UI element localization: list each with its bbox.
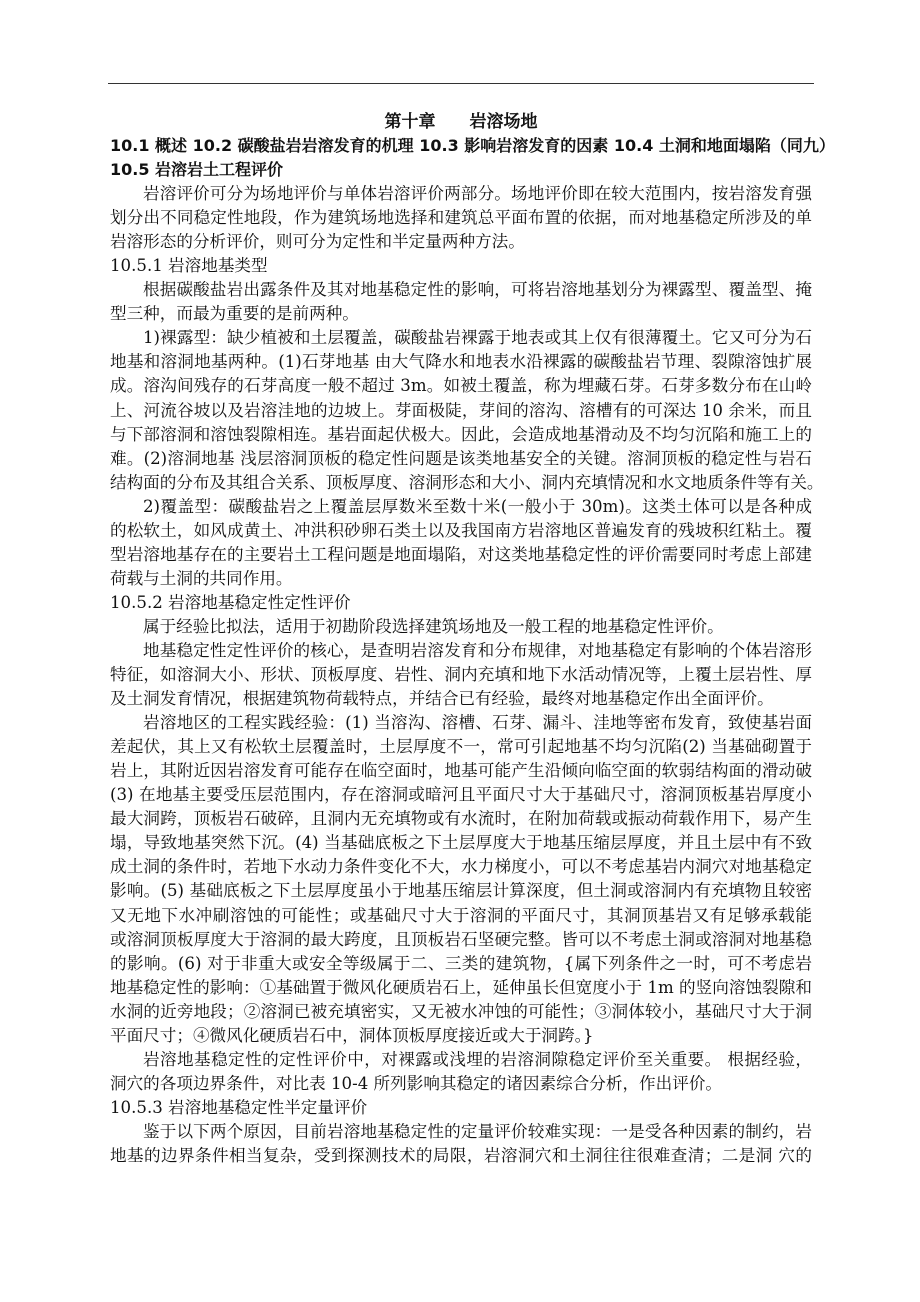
text-line: 差起伏，其上又有松软土层覆盖时，土层厚度不一，常可引起地基不均匀沉陷(2) 当基础砌置于 — [110, 737, 812, 757]
text-line: 属于经验比拟法，适用于初勘阶段选择建筑场地及一般工程的地基稳定性评价。 — [143, 616, 724, 636]
text-line: 影响。(5) 基础底板之下土层厚度虽小于地基压缩层计算深度，但土洞或溶洞内有充填物且较密 — [110, 881, 812, 901]
text-line: 塌，导致地基突然下沉。(4) 当基础底板之下土层厚度大于地基压缩层厚度，并且土层中有不致 — [110, 833, 812, 853]
document-body — [110, 110, 835, 1168]
text-line: 及土洞发育情况，根据建筑物荷载特点，并结合已有经验，最终对地基稳定作出全面评价。 — [110, 689, 774, 709]
section-heading — [110, 158, 812, 182]
text-line: 地基的边界条件相当复杂，受到探测技术的局限，岩溶洞穴和土洞往往很难查清；二是洞 穴的 — [110, 1145, 812, 1165]
text-line: 或溶洞顶板厚度大于溶洞的最大跨度，且顶板岩石坚硬完整。皆可以不考虑土洞或溶洞对地基稳 — [110, 929, 812, 949]
text-line: 型岩溶地基存在的主要岩土工程问题是地面塌陷，对这类地基稳定性的评价需要同时考虑上部建 — [110, 544, 812, 564]
text-line: 型三种，而最为重要的是前两种。 — [110, 304, 359, 324]
chapter-content — [110, 134, 835, 1168]
text-line: 上、河流谷坡以及岩溶洼地的边坡上。芽面极陡，芽间的溶沟、溶槽有的可深达 10 余米，而且 — [110, 400, 812, 420]
text-line: 平面尺寸；④微风化硬质岩石中，洞体顶板厚度接近或大于洞跨。} — [110, 1025, 594, 1045]
text-line: 与下部溶洞和溶蚀裂隙相连。基岩面起伏极大。因此，会造成地基滑动及不均匀沉陷和施工上的 — [110, 424, 812, 444]
chapter-number: 第十章 — [384, 112, 436, 132]
chapter-title — [110, 110, 812, 134]
paragraph — [110, 1048, 812, 1096]
text-line: 岩溶地区的工程实践经验：(1) 当溶沟、溶槽、石芽、漏斗、洼地等密布发育，致使基岩面 — [143, 713, 812, 733]
text-line: 成土洞的条件时，若地下水动力条件变化不大，水力梯度小，可以不考虑基岩内洞穴对地基稳定 — [110, 857, 812, 877]
paragraph — [110, 182, 812, 254]
text-line: 岩上，其附近因岩溶发育可能存在临空面时，地基可能产生沿倾向临空面的软弱结构面的滑动破 — [110, 761, 812, 781]
text-line: 根据碳酸盐岩出露条件及其对地基稳定性的影响，可将岩溶地基划分为裸露型、覆盖型、掩 — [143, 280, 812, 300]
text-line: 岩溶形态的分析评价，则可分为定性和半定量两种方法。 — [110, 232, 525, 252]
text-line: 10.5.2 岩溶地基稳定性定性评价 — [110, 592, 351, 612]
text-line: 鉴于以下两个原因，目前岩溶地基稳定性的定量评价较难实现：一是受各种因素的制约，岩 — [143, 1121, 812, 1141]
text-line: 水洞的近旁地段；②溶洞已被充填密实，又无被水冲蚀的可能性；③洞体较小，基础尺寸大于洞 — [110, 1001, 812, 1021]
text-line: 特征，如溶洞大小、形状、顶板厚度、岩性、洞内充填和地下水活动情况等，上覆土层岩性、厚 — [110, 665, 812, 685]
text-line: 结构面的分布及其组合关系、顶板厚度、溶洞形态和大小、洞内充填情况和水文地质条件等有关。 — [110, 472, 824, 492]
subsection-heading — [110, 591, 812, 615]
paragraph — [110, 495, 812, 591]
text-line: 地基稳定性定性评价的核心，是查明岩溶发育和分布规律，对地基稳定有影响的个体岩溶形 — [143, 640, 812, 660]
text-line: 荷载与土洞的共同作用。 — [110, 568, 293, 588]
text-line: 岩溶评价可分为场地评价与单体岩溶评价两部分。场地评价即在较大范围内，按岩溶发育强 — [143, 184, 812, 204]
text-line: 又无地下水冲刷溶蚀的可能性；或基础尺寸大于溶洞的平面尺寸，其洞顶基岩又有足够承载能 — [110, 905, 812, 925]
text-line: 10.5.3 岩溶地基稳定性半定量评价 — [110, 1097, 368, 1117]
section-heading — [110, 134, 835, 158]
paragraph — [110, 615, 812, 639]
text-line: 洞穴的各项边界条件，对比表 10-4 所列影响其稳定的诸因素综合分析，作出评价。 — [110, 1073, 723, 1093]
text-line: 的影响。(6) 对于非重大或安全等级属于二、三类的建筑物，{属下列条件之一时，可不考虑岩 — [110, 953, 812, 973]
header-rule — [108, 83, 814, 84]
text-line: 难。(2)溶洞地基 浅层溶洞顶板的稳定性问题是该类地基安全的关键。溶洞顶板的稳定性与岩石 — [110, 448, 812, 468]
subsection-heading — [110, 1096, 812, 1120]
paragraph — [110, 1120, 812, 1168]
text-line: 成。溶沟间残存的石芽高度一般不超过 3m。如被土覆盖，称为埋藏石芽。石芽多数分布在山岭 — [110, 376, 812, 396]
text-line: 10.5.1 岩溶地基类型 — [110, 256, 268, 276]
text-line: 划分出不同稳定性地段，作为建筑场地选择和建筑总平面布置的依据，而对地基稳定所涉及的单 — [110, 208, 812, 228]
subsection-heading — [110, 254, 812, 278]
chapter-name: 岩溶场地 — [469, 112, 538, 132]
text-line: 岩溶地基稳定性的定性评价中，对裸露或浅埋的岩溶洞隙稳定评价至关重要。 根据经验， — [143, 1049, 812, 1069]
text-line: 2)覆盖型：碳酸盐岩之上覆盖层厚数米至数十米(一般小于 30m)。这类土体可以是各种成 — [143, 496, 812, 516]
paragraph — [110, 326, 824, 494]
text-line: 地基和溶洞地基两种。(1)石芽地基 由大气降水和地表水沿裸露的碳酸盐岩节理、裂隙溶蚀扩展 — [110, 352, 812, 372]
text-line: 1)裸露型：缺少植被和土层覆盖，碳酸盐岩裸露于地表或其上仅有很薄覆土。它又可分为石 — [143, 328, 812, 348]
paragraph — [110, 711, 812, 1048]
text-line: 最大洞跨，顶板岩石破碎，且洞内无充填物或有水流时，在附加荷载或振动荷载作用下，易产生 — [110, 809, 812, 829]
text-line: 地基稳定性的影响：①基础置于微风化硬质岩石上，延伸虽长但宽度小于 1m 的竖向溶蚀裂隙和 — [110, 977, 812, 997]
text-line: 10.1 概述 10.2 碳酸盐岩岩溶发育的机理 10.3 影响岩溶发育的因素 10.4 土洞和地面塌陷（同九） — [110, 136, 835, 155]
text-line: 的松软土，如风成黄土、冲洪积砂卵石类土以及我国南方岩溶地区普遍发育的残坡积红粘土。覆 — [110, 520, 812, 540]
text-line: 10.5 岩溶岩土工程评价 — [110, 160, 284, 180]
paragraph — [110, 639, 812, 711]
text-line: (3) 在地基主要受压层范围内，存在溶洞或暗河且平面尺寸大于基础尺寸，溶洞顶板基岩厚度小 — [110, 785, 812, 805]
paragraph — [110, 278, 812, 326]
